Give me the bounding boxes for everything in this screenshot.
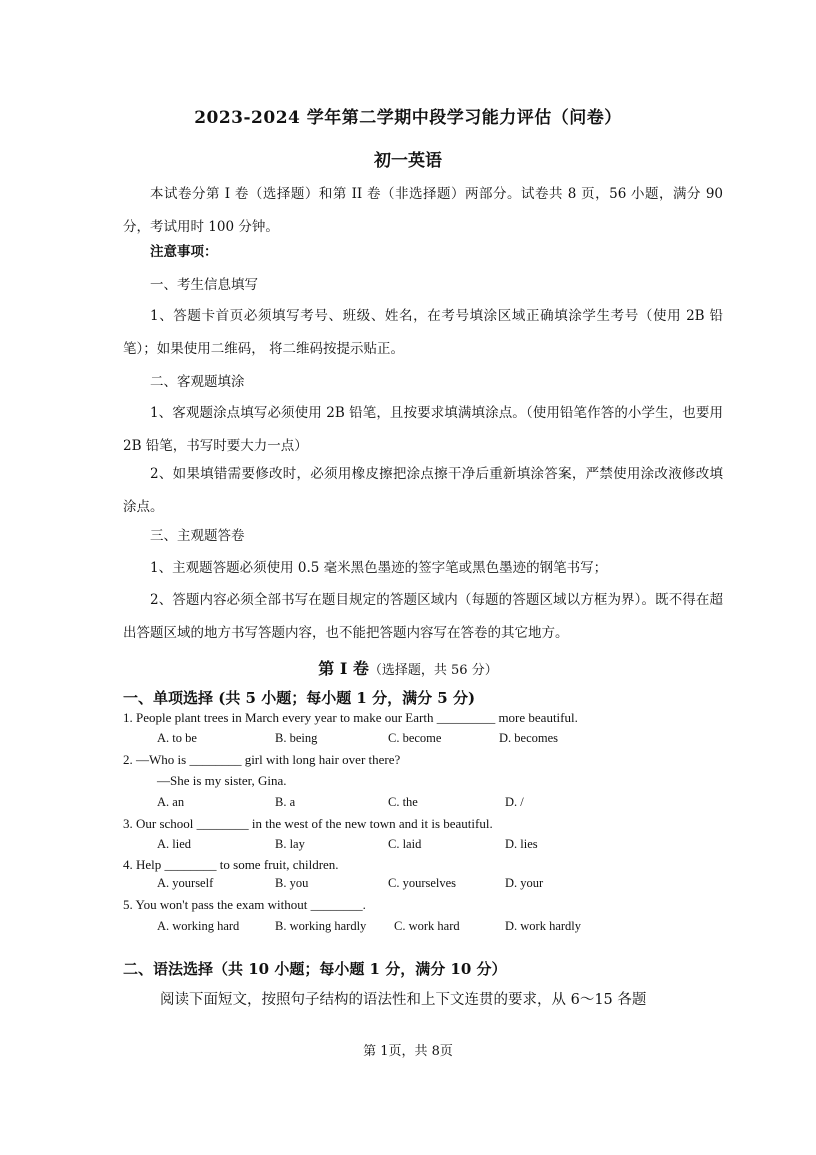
- question-2-option-a: A. an: [157, 795, 185, 809]
- notes-section-1-title: 一、考生信息填写: [150, 277, 258, 293]
- notes-section-1-para-1: 1、答题卡首页必须填写考号、班级、姓名，在考号填涂区域正确填涂学生考号（使用 2B 铅笔）；如果使用二维码， 将二维码按提示贴正。: [123, 308, 723, 357]
- question-1-option-a: A. to be: [157, 731, 197, 745]
- question-1-option-c: C. become: [388, 731, 442, 745]
- question-2-option-c: C. the: [388, 795, 418, 809]
- question-5-option-a: A. working hard: [157, 919, 240, 933]
- page-title: 2023-2024 学年第二学期中段学习能力评估（问卷）: [194, 108, 622, 128]
- notes-section-2-para-1: 1、客观题涂点填写必须使用 2B 铅笔，且按要求填满填涂点。（使用铅笔作答的小学生，也要用 2B 铅笔，书写时要大力一点）: [123, 405, 723, 454]
- page-footer: 第 1页，共 8页: [363, 1044, 453, 1059]
- part-2-title: 二、语法选择（共 10 小题；每小题 1 分，满分 10 分）: [123, 960, 507, 978]
- section-1-note: （选择题，共 56 分）: [368, 663, 498, 678]
- part-2-intro: 阅读下面短文，按照句子结构的语法性和上下文连贯的要求，从 6～15 各题: [160, 992, 647, 1008]
- question-1-stem: 1. People plant trees in March every year to make our Earth _________ more beautiful.: [123, 710, 578, 725]
- question-5-stem: 5. You won't pass the exam without ________.: [123, 897, 366, 912]
- intro-paragraph: 本试卷分第 I 卷（选择题）和第 II 卷（非选择题）两部分。试卷共 8 页，56 小题，满分 90 分，考试用时 100 分钟。: [123, 186, 723, 235]
- question-3-option-a: A. lied: [157, 837, 192, 851]
- part-1-title: 一、单项选择 (共 5 小题；每小题 1 分，满分 5 分): [123, 689, 476, 707]
- question-3-option-b: B. lay: [275, 837, 305, 851]
- question-4-option-d: D. your: [505, 876, 544, 890]
- question-3-option-d: D. lies: [505, 837, 538, 851]
- question-4-option-b: B. you: [275, 876, 309, 890]
- notes-title: 注意事项：: [150, 244, 218, 260]
- question-2-option-b: B. a: [275, 795, 296, 809]
- question-4-stem: 4. Help ________ to some fruit, children.: [123, 857, 339, 872]
- question-5-option-c: C. work hard: [394, 919, 460, 933]
- section-1-label: 第 I 卷: [318, 659, 369, 678]
- notes-section-2-para-2: 2、如果填错需要修改时，必须用橡皮擦把涂点擦干净后重新填涂答案，严禁使用涂改液修改填涂点。: [123, 466, 723, 515]
- question-2-stem-reply: —She is my sister, Gina.: [157, 773, 287, 788]
- question-2-stem: 2. —Who is ________ girl with long hair over there?: [123, 752, 401, 767]
- question-5-option-d: D. work hardly: [505, 919, 582, 933]
- page-subtitle: 初一英语: [374, 151, 442, 171]
- question-1-option-d: D. becomes: [499, 731, 559, 745]
- question-3-option-c: C. laid: [388, 837, 422, 851]
- question-4-option-a: A. yourself: [157, 876, 214, 890]
- question-2-option-d: D. /: [505, 795, 524, 809]
- question-4-option-c: C. yourselves: [388, 876, 457, 890]
- notes-section-3-title: 三、主观题答卷: [150, 528, 245, 544]
- section-1-heading: [0, 656, 816, 679]
- notes-section-2-title: 二、客观题填涂: [150, 374, 245, 390]
- question-1-option-b: B. being: [275, 731, 318, 745]
- notes-section-3-para-2: 2、答题内容必须全部书写在题目规定的答题区域内（每题的答题区域以方框为界）。既不得在超出答题区域的地方书写答题内容，也不能把答题内容写在答卷的其它地方。: [123, 592, 723, 641]
- question-5-option-b: B. working hardly: [275, 919, 367, 933]
- question-3-stem: 3. Our school ________ in the west of the new town and it is beautiful.: [123, 816, 493, 831]
- notes-section-3-para-1: 1、主观题答题必须使用 0.5 毫米黑色墨迹的签字笔或黑色墨迹的钢笔书写；: [150, 560, 608, 576]
